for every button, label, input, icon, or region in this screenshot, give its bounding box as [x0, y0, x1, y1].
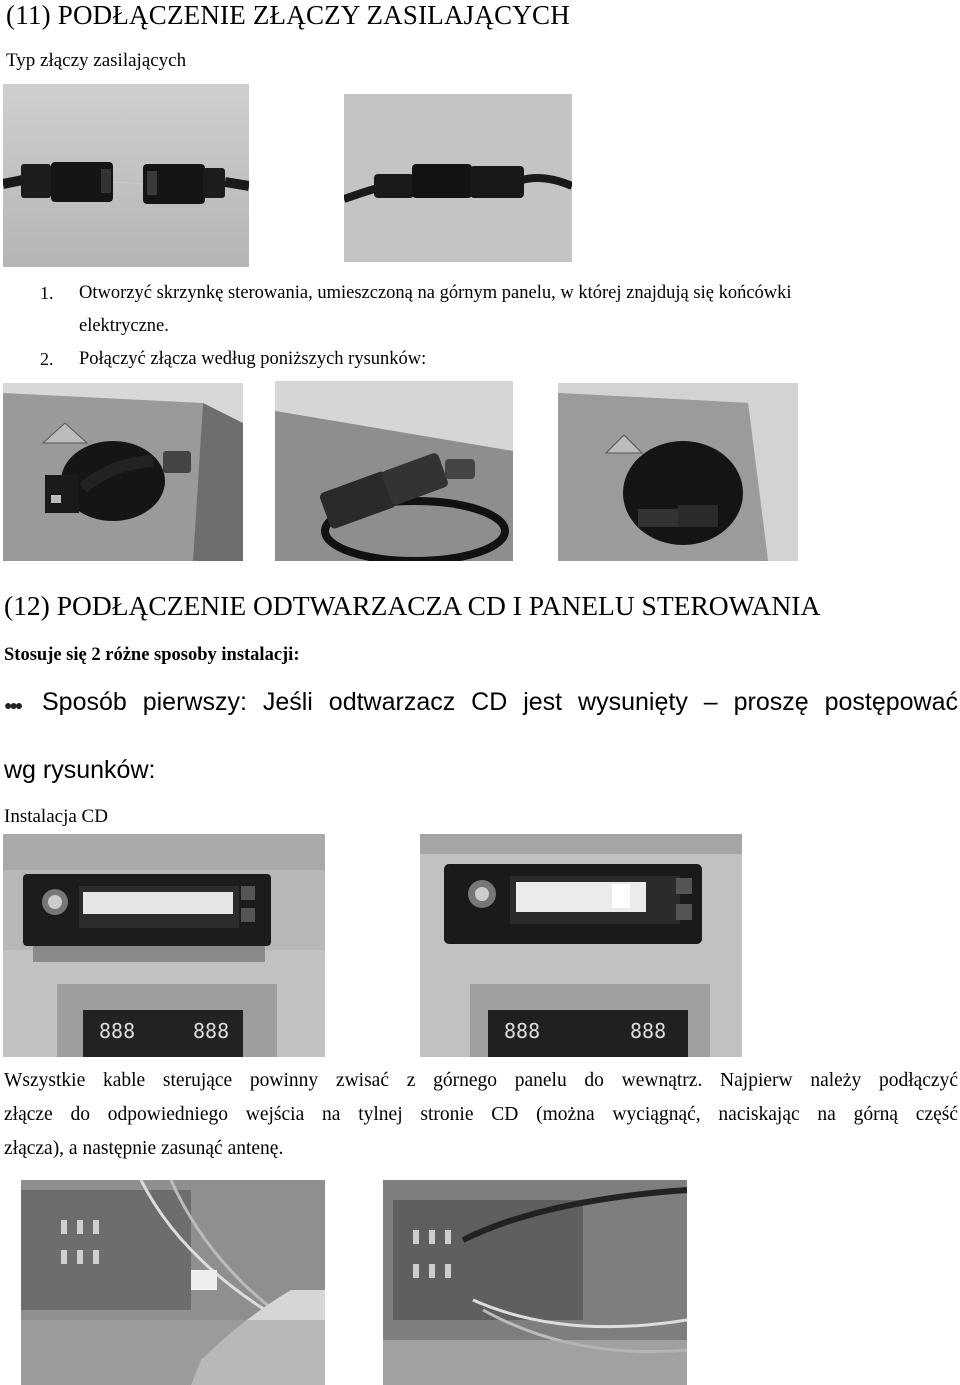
step-2-number: 2. [40, 349, 54, 369]
photo-cable-connection-1 [21, 1180, 325, 1385]
section-11-title: (11) PODŁĄCZENIE ZŁĄCZY ZASILAJĄCYCH [6, 0, 570, 30]
photo-control-box-2 [275, 381, 513, 561]
photo-control-box-1 [3, 383, 243, 561]
photo-cd-installation-1 [3, 834, 325, 1057]
section-11-subtitle: Typ złączy zasilających [6, 50, 187, 71]
panel-time-display-1: 888 [193, 1019, 230, 1043]
panel-temp-display-1: 888 [99, 1019, 136, 1043]
cable-instructions-line-2: złącze do odpowiedniego wejścia na tylnej stronie CD (można wyciągnąć, naciskając na górną część [4, 1104, 958, 1125]
photo-cable-connection-2 [383, 1180, 687, 1385]
section-12-title: (12) PODŁĄCZENIE ODTWARZACZA CD I PANELU STEROWANIA [4, 590, 821, 621]
photo-cd-installation-2 [420, 834, 742, 1057]
photo-connectors-joined [344, 94, 572, 262]
photo-connectors-separated [3, 84, 249, 267]
method-one-text-cont: wg rysunków: [4, 756, 156, 784]
step-1-text-cont: elektryczne. [79, 316, 169, 336]
cd-installation-caption: Instalacja CD [4, 806, 108, 827]
cable-instructions-line-1: Wszystkie kable sterujące powinny zwisać z górnego panelu do wewnątrz. Najpierw należy podłączyć [4, 1070, 958, 1091]
panel-time-display-2: 888 [630, 1019, 667, 1043]
panel-temp-display-2: 888 [504, 1019, 541, 1043]
installation-methods-intro: Stosuje się 2 różne sposoby instalacji: [4, 645, 300, 665]
cable-instructions-line-3: złącza), a następnie zasunąć antenę. [4, 1138, 284, 1159]
photo-control-box-3 [558, 383, 798, 561]
step-1-text: Otworzyć skrzynkę sterowania, umieszczoną na górnym panelu, w której znajdują się końcówki [79, 283, 792, 303]
method-one-text: Sposób pierwszy: Jeśli odtwarzacz CD jest wysunięty – proszę postępować [42, 688, 958, 716]
step-1-number: 1. [40, 283, 54, 303]
bullet-marker: ●●● [4, 699, 21, 714]
step-2-text: Połączyć złącza według poniższych rysunków: [79, 349, 427, 369]
